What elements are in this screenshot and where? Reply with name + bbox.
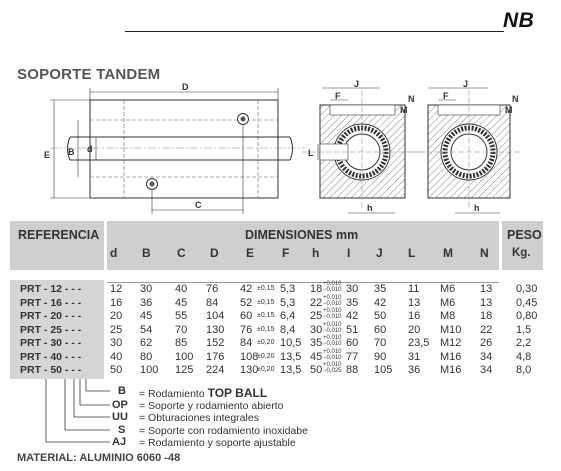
cell-e: 76 bbox=[240, 323, 253, 336]
legend-desc-text: = Soporte con rodamiento inoxidabe bbox=[139, 425, 308, 437]
legend-desc-text: = Rodamiento y soporte ajustable bbox=[139, 437, 296, 449]
cell-e: 60 bbox=[240, 310, 253, 322]
page-title: SOPORTE TANDEM bbox=[17, 66, 161, 83]
cell-d: 130 bbox=[206, 323, 225, 336]
cell-h-tol-upper: +0,010 bbox=[323, 281, 342, 287]
col-header-peso: PESO bbox=[507, 228, 542, 242]
dim-label-d-length: D bbox=[182, 82, 189, 92]
cell-h: 45 bbox=[310, 350, 323, 363]
cell-kg: 0,30 bbox=[516, 283, 538, 295]
cell-h-tol-lower: −0,010 bbox=[323, 341, 342, 347]
cell-h-tol-upper: +0,010 bbox=[323, 308, 342, 314]
cell-c: 45 bbox=[175, 296, 188, 309]
dim-label-n-2: N bbox=[512, 94, 519, 104]
col-header-l: L bbox=[408, 246, 416, 260]
cell-b: 54 bbox=[140, 323, 153, 336]
cell-d: 104 bbox=[206, 310, 225, 322]
cell-f: 5,3 bbox=[280, 283, 296, 295]
legend-code: UU bbox=[112, 411, 128, 423]
cell-l: 23,5 bbox=[408, 337, 430, 349]
cell-n: 18 bbox=[480, 310, 493, 322]
dim-label-m-2: M bbox=[505, 105, 513, 115]
cell-referencia: PRT - 12 - - - bbox=[20, 283, 82, 295]
cell-h-tol-lower: −0,025 bbox=[323, 368, 342, 374]
cell-j: 60 bbox=[374, 323, 387, 336]
cell-l: 20 bbox=[408, 323, 421, 336]
legend-code: OP bbox=[112, 399, 128, 411]
cell-f: 8,4 bbox=[280, 323, 296, 336]
cell-e-tolerance: ±0,15 bbox=[257, 298, 275, 306]
col-header-h: h bbox=[312, 246, 320, 260]
cell-f: 5,3 bbox=[280, 296, 296, 309]
dim-label-h-1: h bbox=[367, 203, 373, 213]
cell-h-tol-lower: −0,010 bbox=[323, 327, 342, 334]
cell-d: 30 bbox=[110, 337, 123, 349]
cell-i: 30 bbox=[346, 283, 359, 295]
cell-c: 125 bbox=[175, 364, 194, 376]
cell-n: 34 bbox=[480, 364, 493, 376]
col-header-referencia: REFERENCIA bbox=[18, 228, 100, 242]
cell-m: M12 bbox=[440, 337, 462, 349]
cell-i: 60 bbox=[346, 337, 359, 349]
cell-h-tol-lower: −0,010 bbox=[323, 300, 342, 307]
cell-f: 13,5 bbox=[280, 364, 302, 376]
cell-e-tolerance: ±0,15 bbox=[257, 285, 275, 292]
cell-e-tolerance: ±0,20 bbox=[257, 366, 275, 373]
cell-h-tol-lower: −0,010 bbox=[323, 314, 342, 320]
cell-i: 77 bbox=[346, 350, 359, 363]
cell-i: 42 bbox=[346, 310, 359, 322]
cell-i: 51 bbox=[346, 323, 359, 336]
cell-h-tol-upper: +0,010 bbox=[323, 294, 342, 301]
cell-e: 52 bbox=[240, 296, 253, 309]
cell-h: 25 bbox=[310, 310, 323, 322]
cell-l: 36 bbox=[408, 364, 421, 376]
cell-d: 12 bbox=[110, 283, 123, 295]
cell-d: 224 bbox=[206, 364, 225, 376]
col-header-f: F bbox=[282, 246, 290, 260]
col-header-kg: Kg. bbox=[512, 247, 531, 259]
cell-kg: 2,2 bbox=[516, 337, 532, 349]
legend-desc-strong: TOP BALL bbox=[207, 386, 268, 400]
cell-e-tolerance: ±0,15 bbox=[257, 325, 275, 333]
cell-d: 25 bbox=[110, 323, 123, 336]
cell-c: 70 bbox=[175, 323, 188, 336]
cell-j: 70 bbox=[374, 337, 387, 349]
cell-c: 40 bbox=[175, 283, 188, 295]
cell-referencia: PRT - 20 - - - bbox=[20, 310, 82, 322]
cell-d: 76 bbox=[206, 283, 219, 295]
dim-label-c: C bbox=[195, 200, 202, 210]
cell-n: 34 bbox=[480, 350, 493, 363]
cell-b: 36 bbox=[140, 296, 153, 309]
legend-desc-text: = Soporte y rodamiento abierto bbox=[139, 400, 284, 412]
cell-h-tol-upper: +0,010 bbox=[323, 335, 342, 341]
cell-l: 16 bbox=[408, 310, 421, 322]
cell-h-tol-upper: +0,010 bbox=[323, 348, 342, 355]
cell-h-tol-upper: +0,010 bbox=[323, 362, 342, 368]
col-header-c: C bbox=[177, 246, 186, 260]
dim-label-f-1: F bbox=[335, 91, 341, 101]
cell-h: 35 bbox=[310, 337, 323, 349]
cell-e: 42 bbox=[240, 283, 253, 295]
legend-description bbox=[139, 412, 259, 424]
cell-m: M16 bbox=[440, 364, 462, 376]
dim-label-e: E bbox=[44, 150, 51, 160]
cell-referencia: PRT - 25 - - - bbox=[20, 323, 82, 336]
cell-n: 22 bbox=[480, 323, 493, 336]
brand-logo: NB bbox=[503, 9, 535, 32]
cell-b: 62 bbox=[140, 337, 153, 349]
col-header-d: d bbox=[110, 246, 118, 260]
cell-kg: 8,0 bbox=[516, 364, 532, 376]
cell-c: 55 bbox=[175, 310, 188, 322]
cell-l: 31 bbox=[408, 350, 421, 363]
legend-code: AJ bbox=[112, 436, 127, 448]
cell-i: 88 bbox=[346, 364, 359, 376]
cell-d: 16 bbox=[110, 296, 123, 309]
cell-e-tolerance: ±0,15 bbox=[257, 312, 275, 319]
cell-j: 42 bbox=[374, 296, 387, 309]
cell-kg: 1,5 bbox=[516, 323, 532, 336]
cell-d: 20 bbox=[110, 310, 123, 322]
col-header-e: E bbox=[246, 246, 255, 260]
cell-h-tol-lower: −0,010 bbox=[323, 354, 342, 361]
dim-label-h-2: h bbox=[474, 203, 480, 213]
cell-f: 6,4 bbox=[280, 310, 296, 322]
cell-kg: 0,80 bbox=[516, 310, 538, 322]
dim-label-d-small: d bbox=[87, 144, 93, 154]
legend-description bbox=[139, 386, 267, 400]
cell-j: 90 bbox=[374, 350, 387, 363]
cell-d: 84 bbox=[206, 296, 219, 309]
cell-referencia: PRT - 30 - - - bbox=[20, 337, 82, 349]
legend-code: S bbox=[118, 424, 126, 436]
cell-h-tol-lower: −0,010 bbox=[323, 287, 342, 293]
col-header-n: N bbox=[480, 246, 489, 260]
cell-m: M6 bbox=[440, 296, 456, 309]
legend-description bbox=[139, 437, 296, 449]
cell-e: 130 bbox=[240, 364, 259, 376]
dim-label-l: L bbox=[308, 148, 314, 158]
cell-h-tol-upper: +0,010 bbox=[323, 321, 342, 328]
legend-description bbox=[139, 400, 283, 412]
cell-f: 13,5 bbox=[280, 350, 302, 363]
cell-referencia: PRT - 16 - - - bbox=[20, 296, 82, 309]
col-header-d-len: D bbox=[210, 246, 219, 260]
cell-d: 40 bbox=[110, 350, 123, 363]
col-header-j: J bbox=[376, 246, 383, 260]
cell-e: 84 bbox=[240, 337, 253, 349]
cell-m: M10 bbox=[440, 323, 462, 336]
cell-b: 80 bbox=[140, 350, 153, 363]
dim-label-j-2: J bbox=[463, 80, 469, 89]
cell-m: M16 bbox=[440, 350, 462, 363]
cell-n: 26 bbox=[480, 337, 493, 349]
dim-label-b: B bbox=[68, 147, 75, 157]
col-header-dimensiones: DIMENSIONES mm bbox=[245, 228, 359, 242]
cell-i: 35 bbox=[346, 296, 359, 309]
cell-c: 100 bbox=[175, 350, 194, 363]
dim-label-m-1: M bbox=[400, 105, 408, 115]
cell-m: M8 bbox=[440, 310, 456, 322]
dim-label-n-1: N bbox=[408, 94, 415, 104]
cell-l: 11 bbox=[408, 283, 420, 295]
legend-code: B bbox=[118, 385, 126, 397]
cell-n: 13 bbox=[480, 283, 493, 295]
cell-j: 105 bbox=[374, 364, 393, 376]
cell-b: 30 bbox=[140, 283, 153, 295]
cell-e-tolerance: ±0,20 bbox=[257, 339, 275, 346]
legend-description bbox=[139, 425, 308, 437]
cell-d: 50 bbox=[110, 364, 123, 376]
col-header-b: B bbox=[142, 246, 151, 260]
cell-c: 85 bbox=[175, 337, 188, 349]
cell-b: 100 bbox=[140, 364, 159, 376]
cell-j: 50 bbox=[374, 310, 387, 322]
cell-n: 13 bbox=[480, 296, 493, 309]
cell-h: 30 bbox=[310, 323, 323, 336]
cell-d: 176 bbox=[206, 350, 225, 363]
cell-h: 22 bbox=[310, 296, 323, 309]
cell-m: M6 bbox=[440, 283, 456, 295]
col-header-m: M bbox=[443, 246, 453, 260]
legend-desc-text: = Rodamiento bbox=[139, 388, 208, 400]
cell-h: 18 bbox=[310, 283, 323, 295]
col-header-i: I bbox=[347, 246, 351, 260]
cell-referencia: PRT - 50 - - - bbox=[20, 364, 82, 376]
cell-kg: 0,45 bbox=[516, 296, 538, 309]
cell-j: 35 bbox=[374, 283, 387, 295]
cell-d: 152 bbox=[206, 337, 225, 349]
cell-l: 13 bbox=[408, 296, 421, 309]
cell-e-tolerance: ±0,20 bbox=[257, 352, 275, 360]
cell-h: 50 bbox=[310, 364, 323, 376]
cell-f: 10,5 bbox=[280, 337, 302, 349]
cell-referencia: PRT - 40 - - - bbox=[20, 350, 82, 363]
material-note: MATERIAL: ALUMINIO 6060 -48 bbox=[17, 452, 181, 464]
dim-label-j-1: J bbox=[354, 80, 360, 89]
cell-b: 45 bbox=[140, 310, 153, 322]
cell-e: 108 bbox=[240, 350, 259, 363]
cell-kg: 4,8 bbox=[516, 350, 532, 363]
dim-label-f-2: F bbox=[443, 91, 449, 101]
legend-desc-text: = Obturaciones integrales bbox=[139, 412, 259, 424]
